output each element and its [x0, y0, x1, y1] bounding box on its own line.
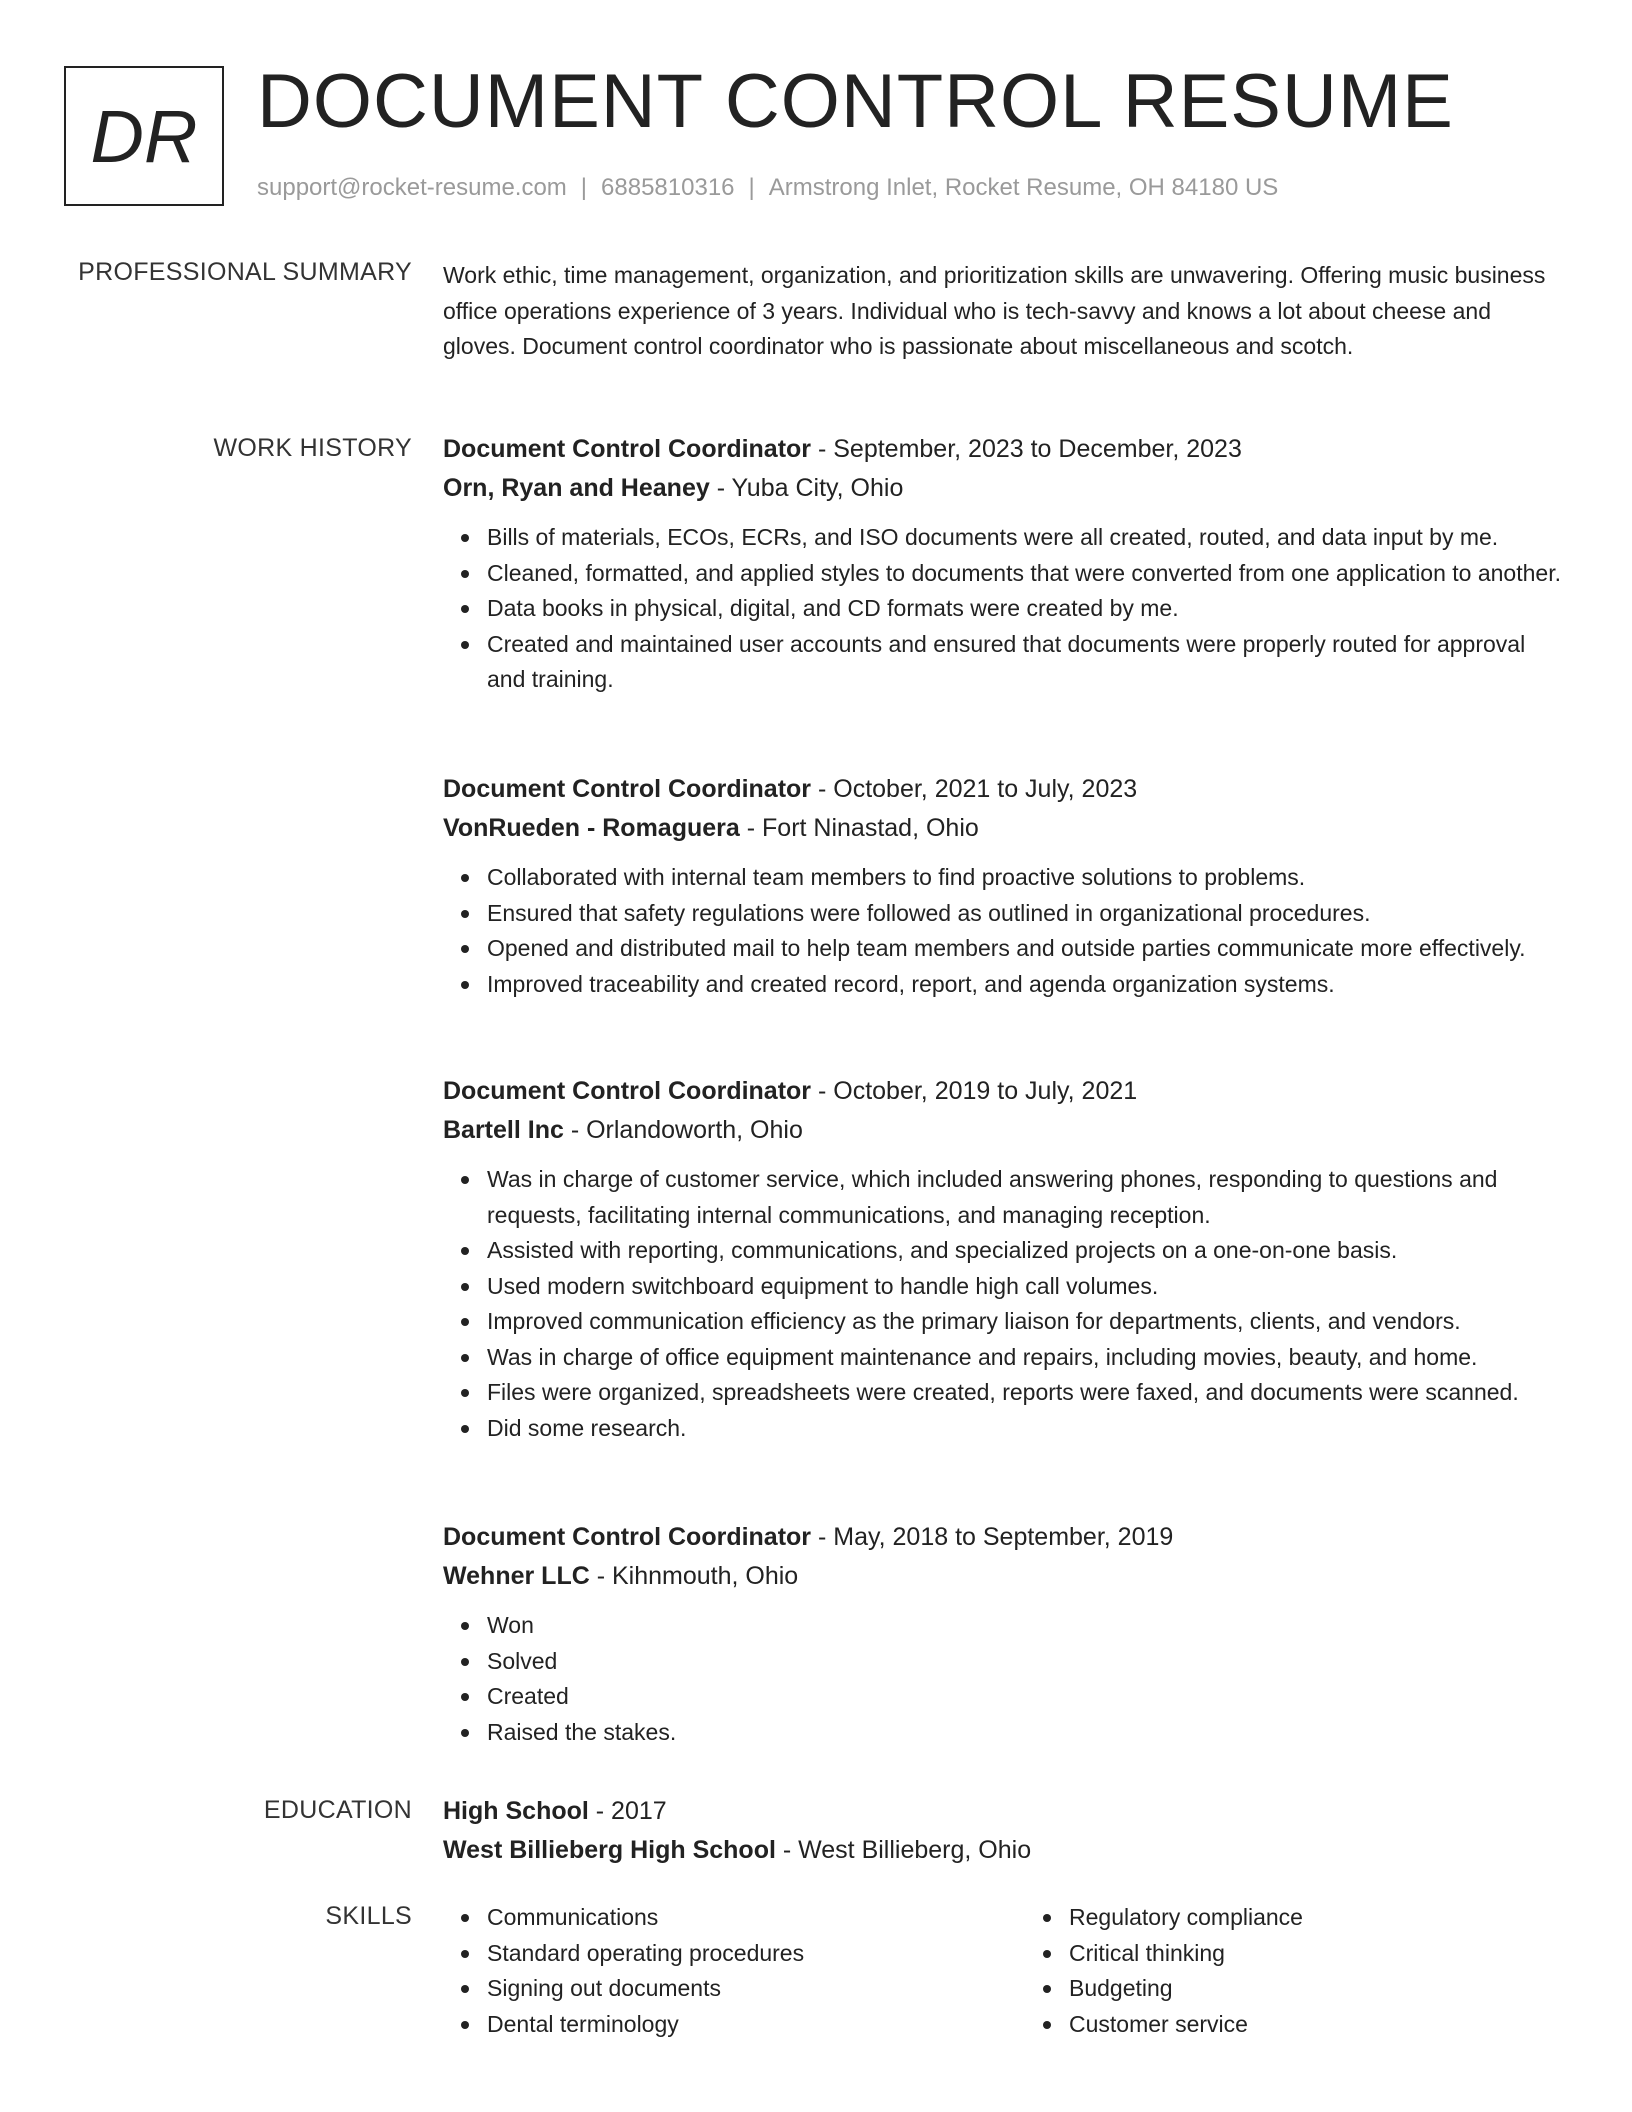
page-title: DOCUMENT CONTROL RESUME — [257, 59, 1454, 144]
skill-item: Dental terminology — [487, 2007, 981, 2043]
section-label-summary: PROFESSIONAL SUMMARY — [78, 258, 412, 286]
list-item: Solved — [487, 1644, 1563, 1680]
skill-item: Critical thinking — [1069, 1936, 1563, 1972]
contact-separator: | — [748, 174, 755, 201]
job-entry — [443, 1518, 1563, 1750]
initials-text: DR — [90, 94, 198, 178]
contact-email[interactable]: support@rocket-resume.com — [257, 174, 567, 201]
section-label-skills: SKILLS — [325, 1902, 412, 1930]
list-item: Created and maintained user accounts and ensured that documents were properly routed for approval and training. — [487, 627, 1563, 698]
list-item: Ensured that safety regulations were followed as outlined in organizational procedures. — [487, 896, 1563, 932]
skill-item: Communications — [487, 1900, 981, 1936]
school-line — [443, 1831, 1563, 1870]
skills-columns — [443, 1900, 1563, 2042]
section-label-education: EDUCATION — [263, 1796, 412, 1824]
list-item: Did some research. — [487, 1411, 1563, 1447]
skill-item: Signing out documents — [487, 1971, 981, 2007]
job-location: - Kihnmouth, Ohio — [589, 1562, 799, 1590]
skills-list-left — [443, 1900, 981, 2042]
job-title-line — [443, 1072, 1563, 1111]
list-item: Improved traceability and created record, report, and agenda organization systems. — [487, 967, 1563, 1003]
job-title-line — [443, 1518, 1563, 1557]
job-location: - Orlandoworth, Ohio — [563, 1116, 803, 1144]
job-location: - Fort Ninastad, Ohio — [739, 814, 979, 842]
list-item: Used modern switchboard equipment to handle high call volumes. — [487, 1269, 1563, 1305]
job-dates: - May, 2018 to September, 2019 — [811, 1523, 1174, 1551]
job-title: Document Control Coordinator — [443, 1523, 812, 1551]
job-entry — [443, 770, 1563, 1002]
skills-list-right — [981, 1900, 1563, 2042]
job-company: Bartell Inc — [443, 1116, 564, 1144]
list-item: Data books in physical, digital, and CD formats were created by me. — [487, 591, 1563, 627]
list-item: Collaborated with internal team members to find proactive solutions to problems. — [487, 860, 1563, 896]
list-item: Opened and distributed mail to help team members and outside parties communicate more effectively. — [487, 931, 1563, 967]
contact-line — [257, 174, 1278, 202]
skill-item: Standard operating procedures — [487, 1936, 981, 1972]
job-bullets — [443, 860, 1563, 1002]
degree: High School — [443, 1797, 589, 1825]
skill-item: Customer service — [1069, 2007, 1563, 2043]
degree-line — [443, 1792, 1563, 1831]
school-location: - West Billieberg, Ohio — [775, 1836, 1032, 1864]
list-item: Was in charge of customer service, which included answering phones, responding to questions and requests, facilitating internal communications, and managing reception. — [487, 1162, 1563, 1233]
skills-body — [443, 1900, 1563, 2042]
section-label-work-history: WORK HISTORY — [213, 434, 412, 462]
job-company: VonRueden - Romaguera — [443, 814, 740, 842]
skill-item: Budgeting — [1069, 1971, 1563, 2007]
summary-body — [443, 258, 1563, 365]
job-dates: - October, 2021 to July, 2023 — [811, 775, 1138, 803]
initials-monogram — [64, 66, 224, 206]
job-company-line — [443, 1111, 1563, 1150]
job-location: - Yuba City, Ohio — [709, 474, 904, 502]
skill-item: Regulatory compliance — [1069, 1900, 1563, 1936]
job-title: Document Control Coordinator — [443, 1077, 812, 1105]
job-entry — [443, 430, 1563, 698]
job-title: Document Control Coordinator — [443, 775, 812, 803]
job-entry — [443, 1072, 1563, 1446]
list-item: Bills of materials, ECOs, ECRs, and ISO documents were all created, routed, and data input by me. — [487, 520, 1563, 556]
job-title-line — [443, 770, 1563, 809]
job-title-line — [443, 430, 1563, 469]
list-item: Was in charge of office equipment maintenance and repairs, including movies, beauty, and home. — [487, 1340, 1563, 1376]
job-bullets — [443, 1608, 1563, 1750]
list-item: Cleaned, formatted, and applied styles to documents that were converted from one application to another. — [487, 556, 1563, 592]
job-company-line — [443, 809, 1563, 848]
list-item: Raised the stakes. — [487, 1715, 1563, 1751]
contact-phone[interactable]: 6885810316 — [601, 174, 735, 201]
list-item: Created — [487, 1679, 1563, 1715]
education-entry — [443, 1792, 1563, 1870]
job-company-line — [443, 1557, 1563, 1596]
summary-text: Work ethic, time management, organization, and prioritization skills are unwavering. Offering music business office operations experience of 3 years. Individual who is tech-savvy and knows a lot about cheese and gloves. Document control coordinator who is passionate about miscellaneous and scotch. — [443, 262, 1546, 359]
list-item: Won — [487, 1608, 1563, 1644]
job-bullets — [443, 1162, 1563, 1446]
contact-address: Armstrong Inlet, Rocket Resume, OH 84180 US — [768, 174, 1279, 201]
list-item: Files were organized, spreadsheets were created, reports were faxed, and documents were scanned. — [487, 1375, 1563, 1411]
job-dates: - September, 2023 to December, 2023 — [811, 435, 1242, 463]
list-item: Assisted with reporting, communications, and specialized projects on a one-on-one basis. — [487, 1233, 1563, 1269]
job-title: Document Control Coordinator — [443, 435, 812, 463]
job-dates: - October, 2019 to July, 2021 — [811, 1077, 1138, 1105]
job-bullets — [443, 520, 1563, 698]
job-company: Wehner LLC — [443, 1562, 590, 1590]
graduation-year: - 2017 — [588, 1797, 667, 1825]
list-item: Improved communication efficiency as the primary liaison for departments, clients, and vendors. — [487, 1304, 1563, 1340]
school-name: West Billieberg High School — [443, 1836, 776, 1864]
contact-separator: | — [580, 174, 588, 201]
job-company: Orn, Ryan and Heaney — [443, 474, 710, 502]
job-company-line — [443, 469, 1563, 508]
